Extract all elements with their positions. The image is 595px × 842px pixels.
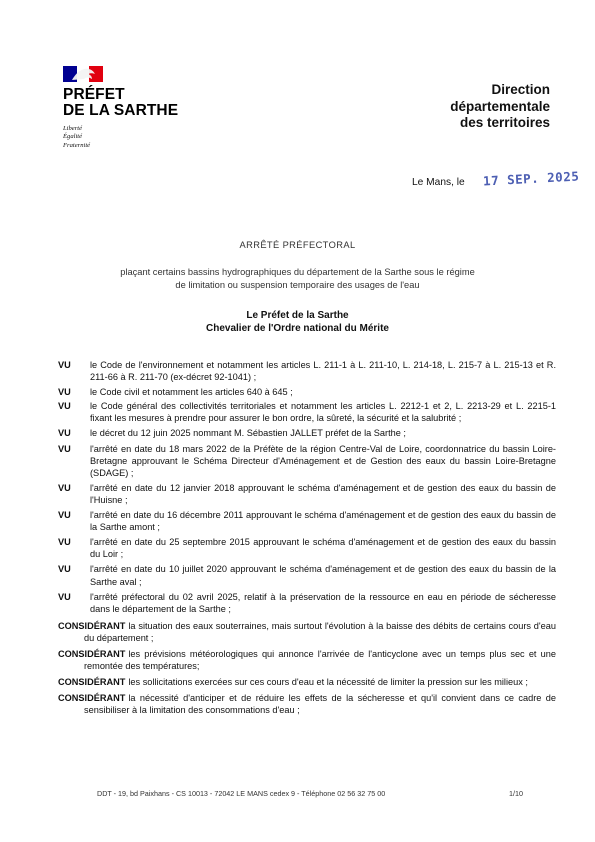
motto-line: Égalité — [63, 133, 83, 141]
clause-keyword: VU — [58, 537, 71, 548]
vu-clause — [58, 400, 556, 424]
clause-text: l'arrêté en date du 16 décembre 2011 approuvant le schéma d'aménagement et de gestion des eaux du bassin de la Sarthe amont ; — [90, 510, 556, 533]
clause-text: le décret du 12 juin 2025 nommant M. Sébastien JALLET préfet de la Sarthe ; — [90, 428, 406, 439]
issuing-direction — [450, 82, 550, 132]
clause-text: les sollicitations exercées sur ces cours d'eau et la nécessité de limiter la pression sur les milieux ; — [128, 677, 528, 688]
prefet-name: Le Préfet de la Sarthe — [246, 310, 349, 321]
clause-keyword: CONSIDÉRANT — [58, 677, 126, 688]
clause-list — [58, 359, 556, 716]
clause-text: l'arrêté en date du 25 septembre 2015 approuvant le schéma d'aménagement et de gestion des eaux du bassin du Loir ; — [90, 537, 556, 560]
clause-text: les prévisions météorologiques qui annonce l'arrivée de l'anticyclone avec un temps plus sec et une remontée des températures; — [84, 648, 556, 672]
vu-clause — [58, 536, 556, 560]
clause-text: le Code de l'environnement et notamment les articles L. 211-1 à L. 211-10, L. 214-18, L. 215-7 à L. 215-13 et R. 211-66 à R. 211-70 (ex-décret 92-1041) ; — [90, 360, 556, 383]
vu-clause — [58, 386, 556, 398]
considerant-clause — [58, 692, 556, 716]
vu-clause — [58, 563, 556, 587]
subject-line: de limitation ou suspension temporaire des usages de l'eau — [175, 279, 420, 290]
clause-text: le Code général des collectivités territoriales et notamment les articles L. 2212-1 et 2, L. 2213-29 et L. 2215-1 fixant les mesures à prendre pour assurer le bon ordre, la sûreté, la sécurité et la salubrité ; — [90, 401, 556, 424]
prefecture-name-line: PRÉFET — [63, 86, 125, 103]
prefecture-name-line: DE LA SARTHE — [63, 101, 179, 119]
date-stamp: 17 SEP. 2025 — [482, 168, 580, 189]
prefecture-name — [63, 87, 178, 118]
vu-clause — [58, 427, 556, 439]
clause-keyword: VU — [58, 387, 71, 398]
date-place: Le Mans, le — [412, 177, 465, 188]
direction-line: des territoires — [459, 115, 550, 130]
vu-clause — [58, 509, 556, 533]
vu-clause — [58, 443, 556, 479]
subject-line: plaçant certains bassins hydrographiques du département de la Sarthe sous le régime — [120, 267, 475, 277]
clause-text: la nécessité d'anticiper et de réduire les effets de la sécheresse et qu'il convient dans ce cadre de sensibiliser à la limitation des consommations d'eau ; — [84, 693, 556, 716]
vu-clause — [58, 359, 556, 383]
clause-text: le Code civil et notamment les articles 640 à 645 ; — [90, 387, 293, 398]
page-number: 1/10 — [509, 789, 523, 798]
clause-keyword: VU — [58, 482, 71, 493]
direction-line: Direction — [491, 82, 550, 97]
clause-text: l'arrêté préfectoral du 02 avril 2025, relatif à la préservation de la ressource en eau en période de sécheresse dans le département de la Sarthe ; — [90, 591, 556, 614]
clause-keyword: CONSIDÉRANT — [58, 620, 126, 631]
clause-text: l'arrêté en date du 12 janvier 2018 approuvant le schéma d'aménagement et de gestion des eaux du bassin de l'Huisne ; — [90, 482, 556, 505]
clause-keyword: VU — [58, 360, 71, 370]
clause-keyword: VU — [58, 564, 71, 575]
footer-address: DDT - 19, bd Paixhans - CS 10013 - 72042 LE MANS cedex 9 - Téléphone 02 56 32 75 00 — [97, 789, 386, 798]
clause-text: l'arrêté en date du 10 juillet 2020 approuvant le schéma d'aménagement et de gestion des eaux du bassin de la Sarthe aval ; — [90, 564, 556, 587]
clause-keyword: CONSIDÉRANT — [58, 693, 126, 704]
clause-keyword: CONSIDÉRANT — [58, 648, 126, 659]
prefecture-logo-block — [63, 66, 178, 150]
vu-clause — [58, 591, 556, 615]
clause-text: l'arrêté en date du 18 mars 2022 de la Préfète de la région Centre-Val de Loire, coordonnatrice du bassin Loire-Bretagne approuvant le Schéma Directeur d'Aménagement et de Gestion des eaux du bassin Loire-Bretagne (SDAGE) ; — [90, 443, 556, 478]
document-subject — [90, 266, 505, 291]
republic-motto — [63, 125, 178, 150]
clause-keyword: VU — [58, 428, 71, 439]
clause-text: la situation des eaux souterraines, mais surtout l'évolution à la baisse des débits de certains cours d'eau du département ; — [84, 620, 556, 643]
prefet-order: Chevalier de l'Ordre national du Mérite — [206, 322, 389, 334]
considerant-clause — [58, 648, 556, 672]
clause-keyword: VU — [58, 591, 71, 602]
prefet-heading — [0, 310, 595, 335]
marianne-flag-icon — [63, 66, 103, 82]
direction-line: départementale — [450, 98, 550, 114]
motto-line: Liberté — [63, 125, 83, 132]
clause-keyword: VU — [58, 510, 71, 521]
clause-keyword: VU — [58, 401, 71, 412]
motto-line: Fraternité — [63, 141, 91, 149]
vu-clause — [58, 482, 556, 506]
document-title: ARRÊTÉ PRÉFECTORAL — [239, 240, 356, 250]
considerant-clause — [58, 620, 556, 644]
clause-keyword: VU — [58, 443, 71, 454]
considerant-clause — [58, 676, 556, 688]
